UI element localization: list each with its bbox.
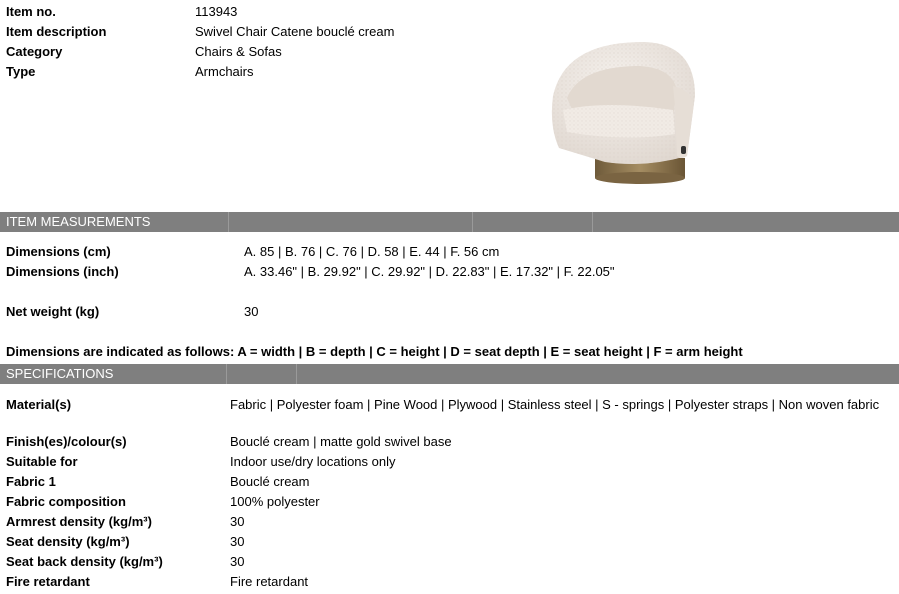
column-divider (472, 212, 473, 232)
seat-density-value: 30 (230, 534, 245, 549)
category-label: Category (6, 44, 63, 59)
type-label: Type (6, 64, 36, 79)
seat-back-density-value: 30 (230, 554, 245, 569)
item-description-label: Item description (6, 24, 107, 39)
dimensions-cm-value: A. 85 | B. 76 | C. 76 | D. 58 | E. 44 | F. 56 cm (244, 244, 500, 259)
section-header-measurements (0, 212, 899, 232)
fabric-composition-value: 100% polyester (230, 494, 320, 509)
finish-value: Bouclé cream | matte gold swivel base (230, 434, 452, 449)
dimensions-inch-label: Dimensions (inch) (6, 264, 119, 279)
fire-retardant-label: Fire retardant (6, 574, 90, 589)
fabric-composition-label: Fabric composition (6, 494, 126, 509)
material-label: Material(s) (6, 397, 72, 412)
net-weight-value: 30 (244, 304, 259, 319)
dimensions-inch-value: A. 33.46" | B. 29.92" | C. 29.92" | D. 22.83" | E. 17.32" | F. 22.05" (244, 264, 615, 279)
fabric-1-value: Bouclé cream (230, 474, 310, 489)
column-divider (228, 212, 229, 232)
suitable-for-value: Indoor use/dry locations only (230, 454, 396, 469)
type-value: Armchairs (195, 64, 254, 79)
swivel-chair-product-image (545, 36, 695, 186)
fabric-1-label: Fabric 1 (6, 474, 56, 489)
column-divider (296, 364, 297, 384)
item-description-value: Swivel Chair Catene bouclé cream (195, 24, 395, 39)
seat-back-density-label: Seat back density (kg/m³) (6, 554, 163, 569)
dimensions-legend: Dimensions are indicated as follows: A = width | B = depth | C = height | D = seat depth | E = seat height | F = arm height (6, 344, 743, 359)
section-title-measurements: ITEM MEASUREMENTS (6, 214, 151, 229)
column-divider (226, 364, 227, 384)
fire-retardant-value: Fire retardant (230, 574, 309, 589)
material-value: Fabric | Polyester foam | Pine Wood | Plywood | Stainless steel | S - springs | Polyester straps | Non woven fabric (230, 397, 880, 412)
seat-density-label: Seat density (kg/m³) (6, 534, 130, 549)
armrest-density-value: 30 (230, 514, 245, 529)
item-no-value: 113943 (195, 4, 238, 19)
net-weight-label: Net weight (kg) (6, 304, 100, 319)
section-title-specifications: SPECIFICATIONS (6, 366, 114, 381)
finish-label: Finish(es)/colour(s) (6, 434, 127, 449)
armrest-density-label: Armrest density (kg/m³) (6, 514, 152, 529)
column-divider (592, 212, 593, 232)
item-no-label: Item no. (6, 4, 56, 19)
suitable-for-label: Suitable for (6, 454, 78, 469)
category-value: Chairs & Sofas (195, 44, 282, 59)
dimensions-cm-label: Dimensions (cm) (6, 244, 111, 259)
section-header-specifications (0, 364, 899, 384)
